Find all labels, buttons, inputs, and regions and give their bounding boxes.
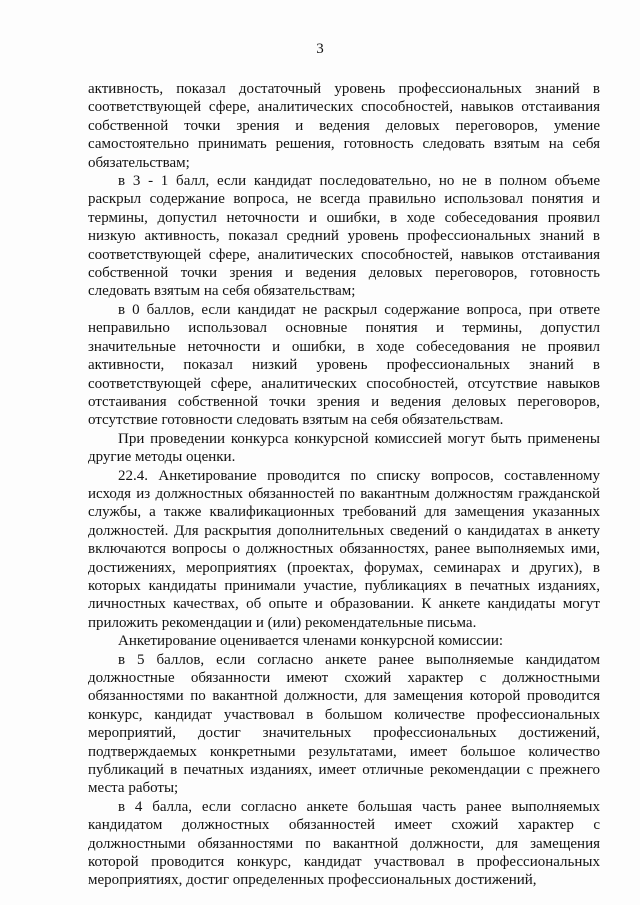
paragraph-score-5: в 5 баллов, если согласно анкете ранее выполняемые кандидатом должностные обязанности имеют схожий характер с должностными обязанностями по вакантной должности, для замещения которой проводится конкурс, кандидат участвовал в большом количестве профессиональных мероприятий, достиг значительных профессиональных достижений, подтверждаемых конкретными результатами, имеет большое количество публикаций в печатных изданиях, имеет отличные рекомендации с прежнего места работы; (88, 651, 600, 797)
page-number: 3 (316, 41, 324, 57)
document-body (88, 80, 600, 890)
paragraph-score-3-1: в 3 - 1 балл, если кандидат последовательно, но не в полном объеме раскрыл содержание вопроса, не всегда правильно использовал понятия и термины, допустил неточности и ошибки, в ходе собеседования проявил низкую активность, показал средний уровень профессиональных знаний в соответствующей сфере, аналитических способностей, навыков отстаивания собственной точки зрения и ведения деловых переговоров, готовность следовать взятым на себя обязательствам; (88, 173, 600, 300)
paragraph-other-methods: При проведении конкурса конкурсной комиссией могут быть применены другие методы оценки. (88, 430, 600, 466)
paragraph-score-4: в 4 балла, если согласно анкете большая часть ранее выполняемых кандидатом должностных обязанностей имеет схожий характер с должностными обязанностями по вакантной должности, для замещения которой проводится конкурс, кандидат участвовал в профессиональных мероприятиях, достиг определенных профессиональных достижений, (88, 798, 600, 889)
paragraph-survey-evaluation: Анкетирование оценивается членами конкурсной комиссии: (118, 633, 504, 650)
paragraph-activity-continuation: активность, показал достаточный уровень профессиональных знаний в соответствующей сфере, аналитических способностей, навыков отстаивания собственной точки зрения и ведения деловых переговоров, умение самостоятельно принимать решения, готовность следовать взятым на себя обязательствам; (88, 81, 600, 171)
paragraph-score-0: в 0 баллов, если кандидат не раскрыл содержание вопроса, при ответе неправильно использовал основные понятия и термины, допустил значительные неточности и ошибки, в ходе собеседования не проявил активности, показал низкий уровень профессиональных знаний в соответствующей сфере, аналитических способностей, отсутствие навыков отстаивания собственной точки зрения и ведения деловых переговоров, отсутствие готовности следовать взятым на себя обязательствам. (88, 301, 600, 429)
paragraph-22-4-survey: 22.4. Анкетирование проводится по списку вопросов, составленному исходя из должностных обязанностей по вакантным должностям гражданской службы, а также квалификационных требований для замещения указанных должностей. Для раскрытия дополнительных сведений о кандидатах в анкету включаются вопросы о должностных обязанностях, ранее выполняемых ими, достижениях, мероприятиях (проектах, форумах, семинарах и других), в которых кандидаты принимали участие, публикациях в печатных изданиях, личностных качествах, об опыте и образовании. К анкете кандидаты могут приложить рекомендации и (или) рекомендательные письма. (88, 467, 600, 631)
